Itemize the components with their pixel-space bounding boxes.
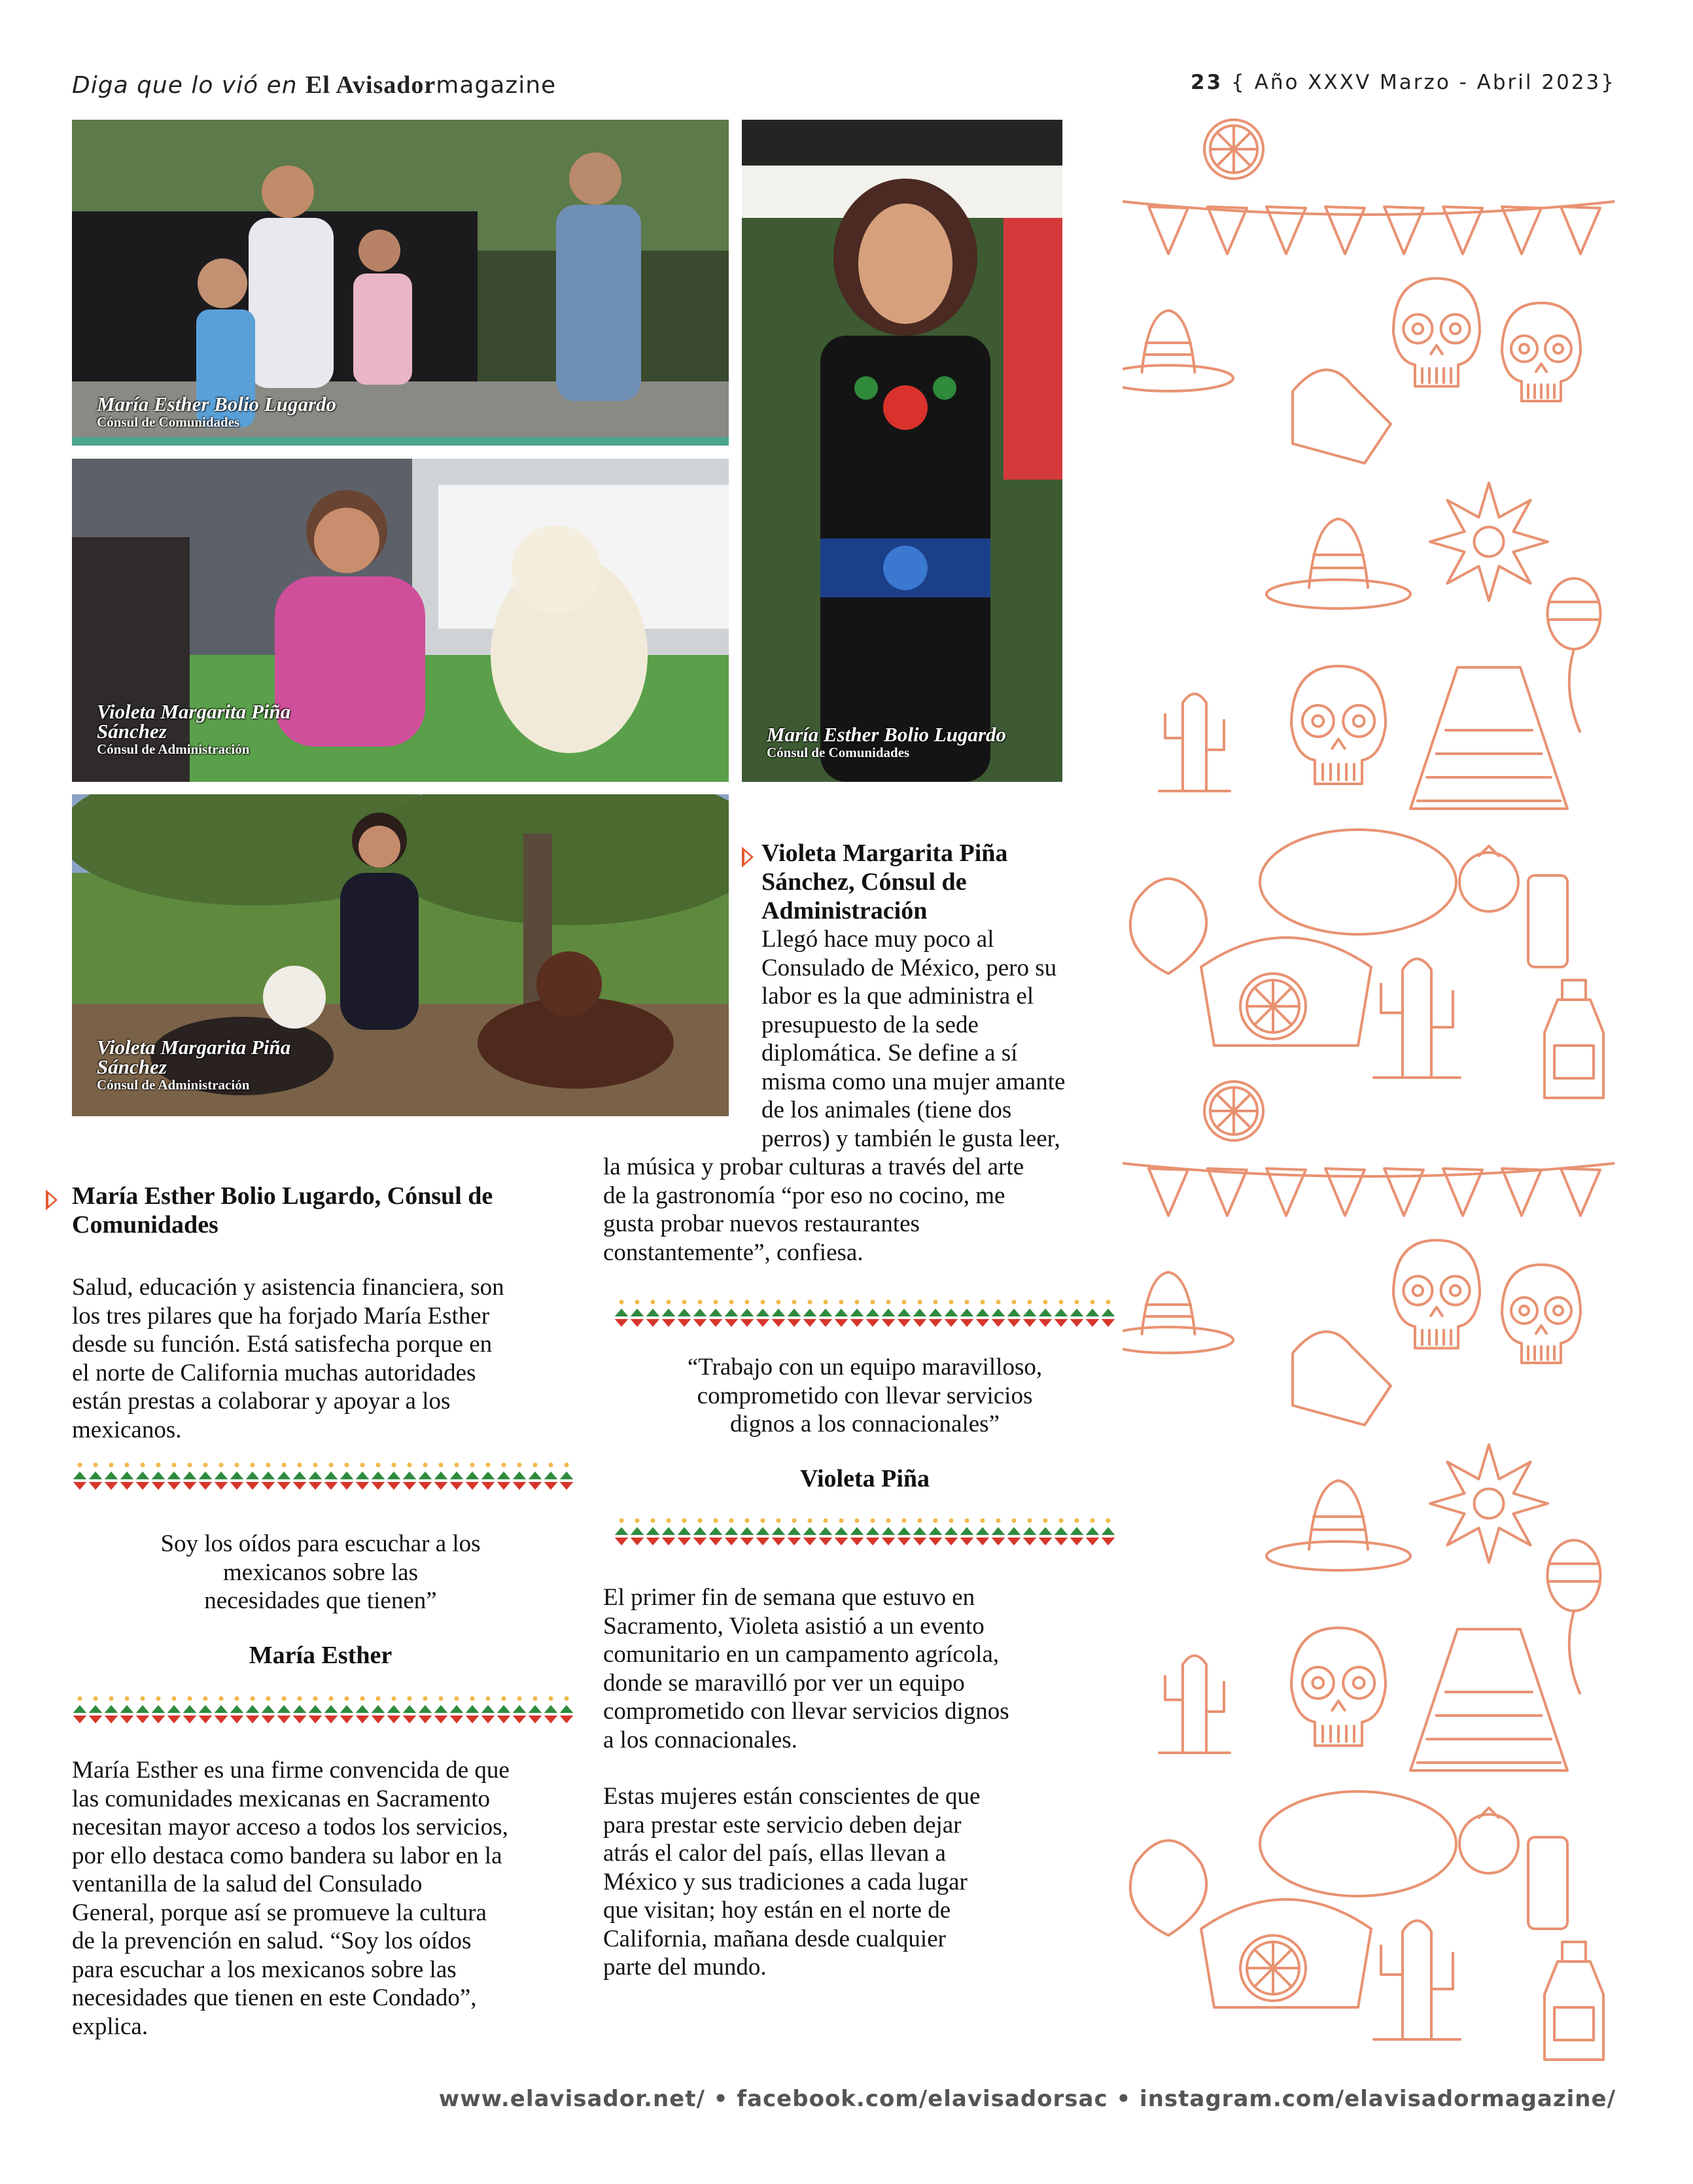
caption-name: María Esther Bolio Lugardo	[767, 723, 1007, 746]
caption-role: Cónsul de Comunidades	[97, 414, 240, 430]
caption-role: Cónsul de Administración	[97, 1077, 250, 1093]
caption-name: Violeta Margarita Piña Sánchez	[97, 700, 291, 743]
caption-name: María Esther Bolio Lugardo	[97, 393, 337, 415]
paragraph-violeta-intro: Llegó hace muy poco al Consulado de México, pero su labor es la que administra el presupuesto de la sede diplomática. Se define a sí misma como una mujer amante de los animales (tiene dos perros) y también le gusta leer,	[761, 926, 1066, 1152]
brand-logo: El Avisador	[305, 71, 436, 99]
paragraph-maria-esther-intro: Salud, educación y asistencia financiera, son los tres pilares que ha forjado María Esther desde su función. Está satisfecha porque en el norte de California muchas autoridades están prestas a colaborar y apoyar a los mexicanos.	[72, 1274, 504, 1443]
bullet-triangle-icon	[742, 847, 754, 868]
photo-caption	[767, 725, 1006, 760]
caption-name: Violeta Margarita Piña Sánchez	[97, 1036, 291, 1078]
issue-info	[1191, 71, 1616, 94]
decorative-border	[614, 1517, 1117, 1548]
quote-author: Violeta Piña	[799, 1465, 930, 1492]
pull-quote-maria-esther: Soy los oídos para escuchar a los mexicanos sobre las necesidades que tienen”	[160, 1530, 481, 1614]
section-heading-maria-esther: María Esther Bolio Lugardo, Cónsul de Comunidades	[72, 1182, 493, 1239]
paragraph-closing: Estas mujeres están conscientes de que para prestar este servicio deben dejar atrás el calor del país, ellas llevan a México y sus tradiciones a cada lugar que visitan; hoy están en el norte de California, mañana desde cualquier parte del mundo.	[603, 1783, 981, 1981]
photo-caption	[97, 1038, 345, 1093]
decorative-border	[72, 1695, 576, 1726]
header-tagline: Diga que lo vió en	[72, 72, 298, 99]
decorative-border	[614, 1298, 1117, 1330]
running-header	[72, 71, 556, 99]
quote-author: María Esther	[249, 1642, 393, 1669]
photo-violeta-with-dog	[72, 459, 729, 782]
page-number: 23	[1191, 71, 1223, 94]
paragraph-maria-esther-body: María Esther es una firme convencida de que las comunidades mexicanas en Sacramento necesitan mayor acceso a todos los servicios, por ello destaca como bandera su labor en la ventanilla de la salud del Consulado General, porque así se promueve la cultura de la prevención en salud. “Soy los oídos para escuchar a los mexicanos sobre las necesidades que tienen en este Condado”, explica.	[72, 1757, 510, 2040]
photo-maria-esther-portrait	[742, 120, 1062, 782]
caption-role: Cónsul de Administración	[97, 741, 250, 757]
section-heading-violeta: Violeta Margarita Piña Sánchez, Cónsul de Administración	[761, 839, 1008, 925]
issue-date: { Año XXXV Marzo - Abril 2023}	[1231, 71, 1616, 94]
paragraph-violeta-body: El primer fin de semana que estuvo en Sacramento, Violeta asistió a un evento comunitario en un campamento agrícola, donde se maravilló por ver un equipo comprometido con llevar servicios dignos a los connacionales.	[603, 1584, 1009, 1753]
footer-links[interactable]: www.elavisador.net/ • facebook.com/elavisadorsac • instagram.com/elavisadormagazine/	[438, 2086, 1616, 2112]
paragraph-violeta-intro-continued: la música y probar culturas a través del arte de la gastronomía “por eso no cocino, me gusta probar nuevos restaurantes constantemente”, confiesa.	[603, 1154, 1024, 1266]
pull-quote-violeta: “Trabajo con un equipo maravilloso, comprometido con llevar servicios dignos a los connacionales”	[687, 1354, 1043, 1437]
decorative-border	[72, 1461, 576, 1492]
brand-suffix: magazine	[436, 72, 557, 99]
photo-violeta-with-dogs	[72, 794, 729, 1116]
photo-caption	[97, 395, 336, 430]
photo-caption	[97, 702, 345, 757]
photo-maria-esther-event	[72, 120, 729, 446]
mexican-pattern-illustration	[1123, 116, 1614, 2068]
bullet-triangle-icon	[46, 1189, 58, 1210]
caption-role: Cónsul de Comunidades	[767, 745, 910, 760]
